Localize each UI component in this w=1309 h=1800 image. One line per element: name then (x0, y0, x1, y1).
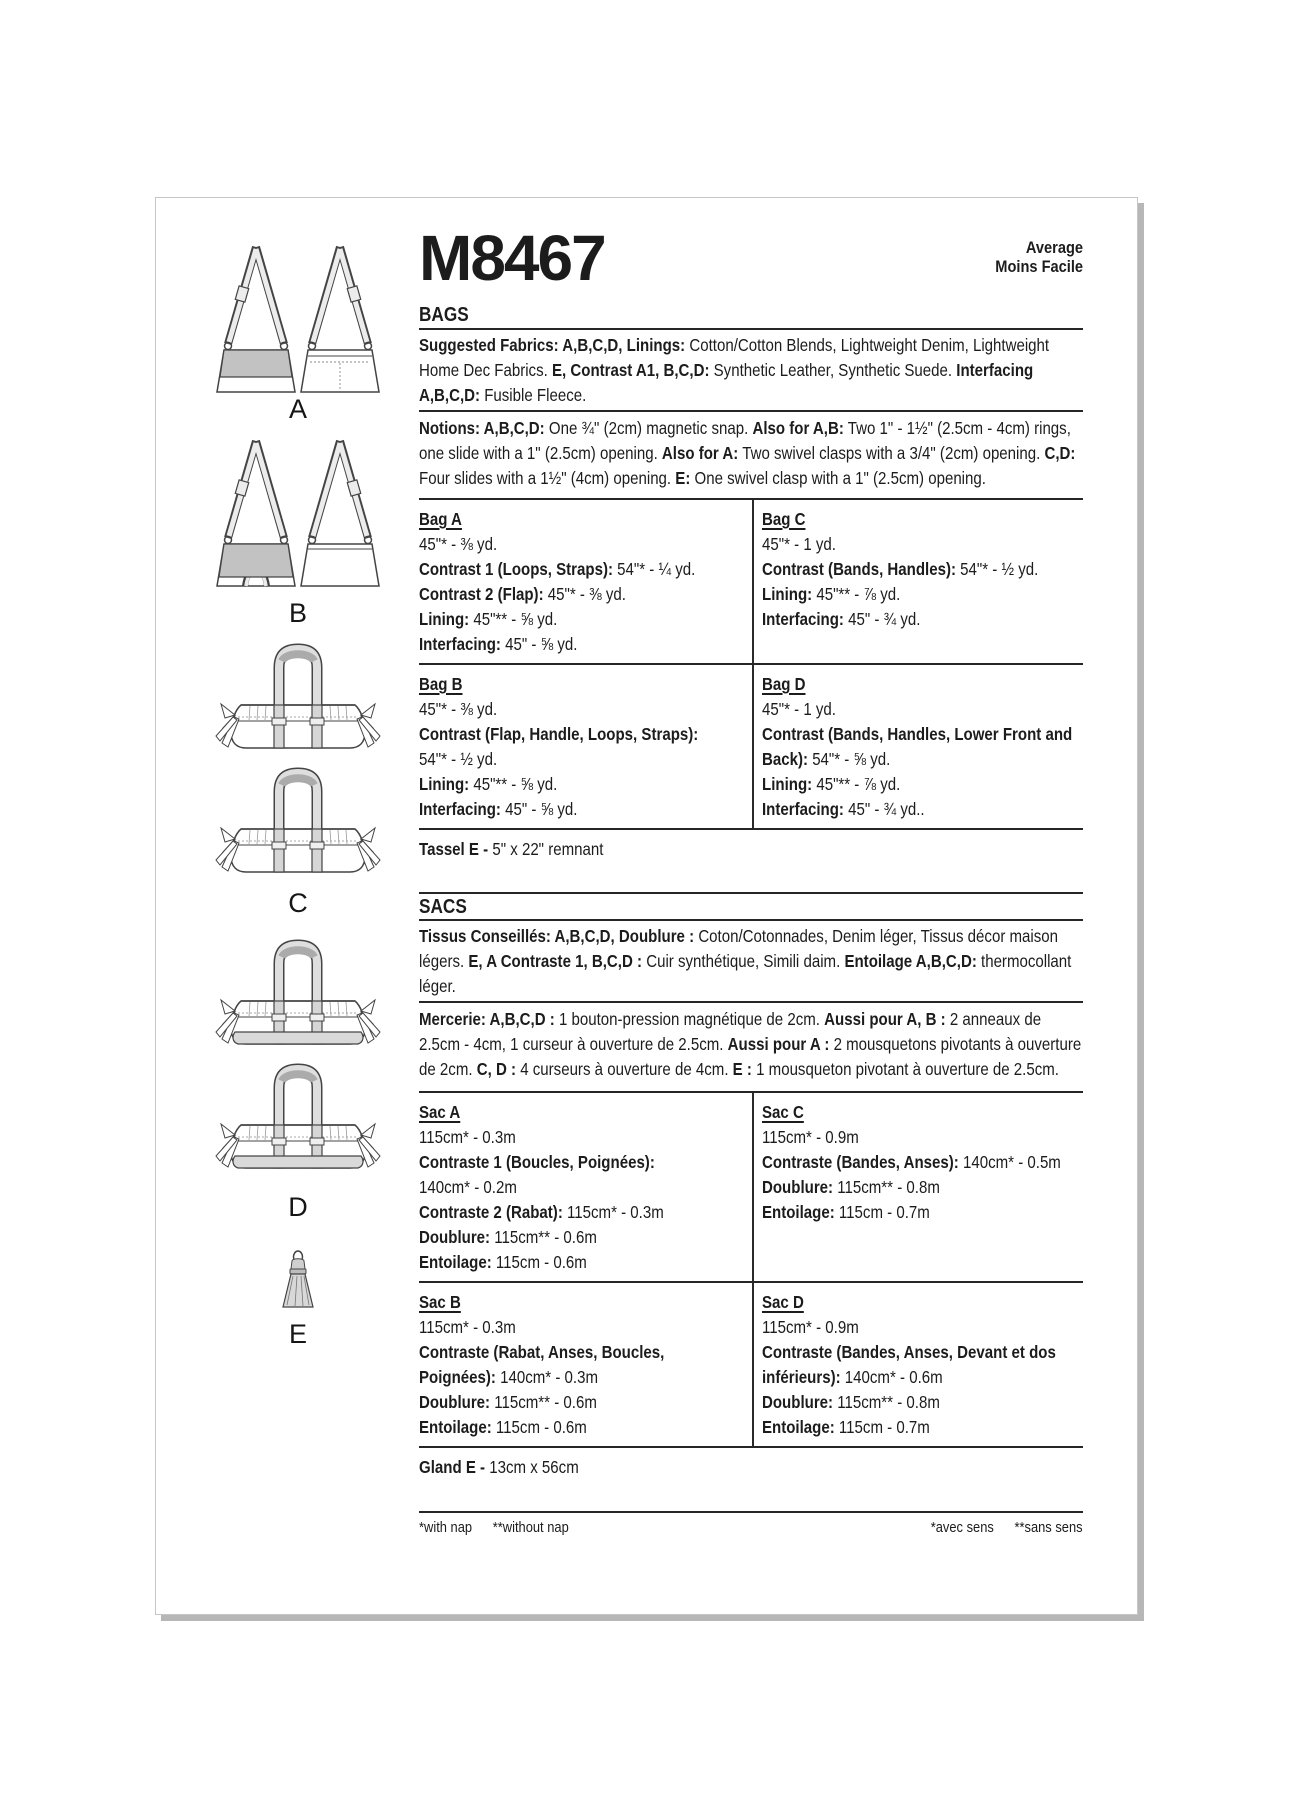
suggested-fabrics-paragraph: Suggested Fabrics: A,B,C,D, Linings: Cotton/Cotton Blends, Lightweight Denim, Lightweight Home Dec Fabrics. E, Contrast A1, B,C,D: Synthetic Leather, Synthetic Suede. Interfacing A,B,C,D: Fusible Fleece. (419, 335, 1050, 405)
tassel-e-figure (208, 1249, 388, 1348)
bag-d-figure (208, 938, 388, 1221)
tassel-e-note: Tassel E - 5" x 22" remnant (419, 839, 604, 859)
view-label-c: C (288, 888, 308, 918)
bag-c-illustration (208, 642, 388, 880)
table-row (419, 500, 1083, 665)
bag-d-illustration (208, 938, 388, 1176)
avec-sens-note: *avec sens (931, 1519, 995, 1536)
sac-d-cell: Sac D 115cm* - 0.9m Contraste (Bandes, Anses, Devant et dos inférieurs): 140cm* - 0.6m Doublure: 115cm** - 0.8m Entoilage: 115cm - 0.7m (762, 1292, 1056, 1437)
sacs-section-heading: SACS (419, 896, 467, 918)
rule (419, 1001, 1083, 1003)
tassel-e-illustration (276, 1249, 320, 1311)
view-label-a: A (288, 394, 307, 424)
sac-a-cell: Sac A 115cm* - 0.3m Contraste 1 (Boucles, Poignées): 140cm* - 0.2m Contraste 2 (Rabat): 115cm* - 0.3m Doublure: 115cm** - 0.6m Entoilage: 115cm - 0.6m (419, 1093, 754, 1281)
nap-legend-french (931, 1519, 1083, 1537)
difficulty-english: Average (1025, 238, 1083, 257)
rule (419, 328, 1083, 330)
bag-a-cell: Bag A 45"* - ⅜ yd. Contrast 1 (Loops, Straps): 54"* - ¼ yd. Contrast 2 (Flap): 45"* - ⅜ yd. Lining: 45"** - ⅝ yd. Interfacing: 45" - ⅝ yd. (419, 500, 754, 663)
sacs-section-heading-block (419, 892, 1083, 921)
bag-b-illustration (208, 436, 388, 588)
yardage-table-english (419, 498, 1083, 830)
bags-section-heading: BAGS (419, 304, 469, 326)
content-column (419, 198, 1083, 1543)
difficulty-french: Moins Facile (995, 257, 1083, 276)
mercerie-paragraph: Mercerie: A,B,C,D : 1 bouton-pression magnétique de 2cm. Aussi pour A, B : 2 anneaux de 2.5cm - 4cm, 1 curseur à ouverture de 2.5cm. Aussi pour A : 2 mousquetons pivotants à ouverture de 2cm. C, D : 4 curseurs à ouverture de 4cm. E : 1 mousqueton pivotant à ouverture de 2.5cm. (419, 1009, 1082, 1079)
with-nap-note: *with nap (419, 1519, 473, 1536)
bag-b-figure (208, 436, 388, 627)
view-label-e: E (288, 1319, 307, 1349)
bag-a-illustration (208, 242, 388, 394)
sac-c-cell: Sac C 115cm* - 0.9m Contraste (Bandes, Anses): 140cm* - 0.5m Doublure: 115cm** - 0.8m Entoilage: 115cm - 0.7m (762, 1102, 1061, 1222)
table-row (419, 665, 1083, 830)
table-row (419, 1283, 1083, 1448)
bag-c-cell: Bag C 45"* - 1 yd. Contrast (Bands, Handles): 54"* - ½ yd. Lining: 45"** - ⅞ yd. Interfacing: 45" - ¾ yd. (762, 509, 1039, 629)
view-label-b: B (288, 598, 307, 628)
nap-legend-footer (419, 1511, 1083, 1543)
header (419, 222, 1083, 294)
sac-b-cell: Sac B 115cm* - 0.3m Contraste (Rabat, Anses, Boucles, Poignées): 140cm* - 0.3m Doublure: 115cm** - 0.6m Entoilage: 115cm - 0.6m (419, 1283, 754, 1446)
pattern-envelope-back (155, 197, 1138, 1615)
sans-sens-note: **sans sens (1014, 1519, 1083, 1536)
view-label-d: D (288, 1192, 308, 1222)
yardage-table-french (419, 1091, 1083, 1448)
gland-e-note: Gland E - 13cm x 56cm (419, 1457, 579, 1477)
without-nap-note: **without nap (492, 1519, 569, 1536)
difficulty-rating (995, 238, 1083, 276)
bag-a-figure (208, 242, 388, 423)
bag-b-cell: Bag B 45"* - ⅜ yd. Contrast (Flap, Handle, Loops, Straps): 54"* - ½ yd. Lining: 45"** - ⅝ yd. Interfacing: 45" - ⅝ yd. (419, 665, 754, 828)
pattern-number: M8467 (419, 222, 605, 294)
nap-legend-english (419, 1519, 569, 1537)
notions-paragraph: Notions: A,B,C,D: One ¾" (2cm) magnetic snap. Also for A,B: Two 1" - 1½" (2.5cm - 4cm) rings, one slide with a 1" (2.5cm) opening. Also for A: Two swivel clasps with a 3/4" (2cm) opening. C,D: Four slides with a 1½" (4cm) opening. E: One swivel clasp with a 1" (2.5cm) opening. (419, 418, 1076, 488)
tissus-paragraph: Tissus Conseillés: A,B,C,D, Doublure : Coton/Cotonnades, Denim léger, Tissus décor maison légers. E, A Contraste 1, B,C,D : Cuir synthétique, Simili daim. Entoilage A,B,C,D: thermocollant léger. (419, 926, 1072, 996)
bag-c-figure (208, 642, 388, 917)
bag-d-cell: Bag D 45"* - 1 yd. Contrast (Bands, Handles, Lower Front and Back): 54"* - ⅝ yd. Lining: 45"** - ⅞ yd. Interfacing: 45" - ¾ yd.. (762, 674, 1073, 819)
rule (419, 410, 1083, 412)
table-row (419, 1093, 1083, 1283)
